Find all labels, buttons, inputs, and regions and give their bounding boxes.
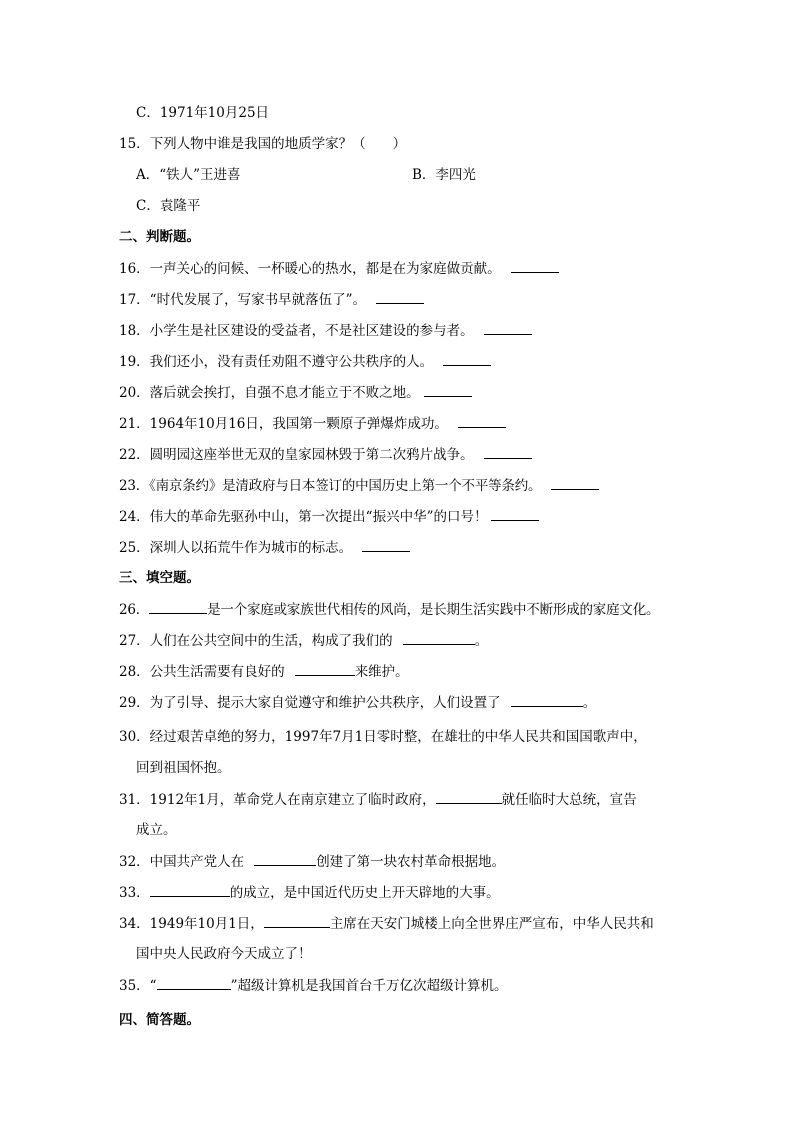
fill-question-27 <box>119 631 488 650</box>
fill-question-29-text: 29．为了引导、提示大家自觉遵守和维护公共秩序，人们设置了 <box>119 695 501 711</box>
answer-blank[interactable] <box>376 290 424 304</box>
question-14-option-c: C．1971年10月25日 <box>136 105 270 121</box>
judgement-question-24-text: 24．伟大的革命先驱孙中山，第一次提出“振兴中华”的口号！ <box>119 509 488 525</box>
judgement-question-21 <box>119 414 506 433</box>
fill-question-28-end: 来维护。 <box>354 664 409 680</box>
question-15-option-b: B．李四光 <box>412 167 476 183</box>
answer-blank[interactable] <box>149 600 207 614</box>
judgement-question-20 <box>119 383 472 402</box>
fill-question-30-line-1: 30．经过艰苦卓绝的努力，1997年7月1日零时整，在雄壮的中华人民共和国国歌声中， <box>119 729 647 745</box>
fill-question-33-text: 的成立，是中国近代历史上开天辟地的大事。 <box>229 885 500 901</box>
judgement-question-18-text: 18．小学生是社区建设的受益者，不是社区建设的参与者。 <box>119 323 474 339</box>
judgement-question-17 <box>119 290 424 309</box>
fill-question-31-text: 31．1912年1月，革命党人在南京建立了临时政府， <box>119 792 436 808</box>
question-15-option-c: C．袁隆平 <box>136 198 201 214</box>
fill-question-35-text: 35．“ <box>119 978 157 994</box>
fill-question-28 <box>119 662 409 681</box>
judgement-question-21-text: 21．1964年10月16日，我国第一颗原子弹爆炸成功。 <box>119 416 448 432</box>
fill-question-30-line-2: 回到祖国怀抱。 <box>136 760 231 776</box>
fill-question-31-text-after: 就任临时大总统，宣告 <box>501 792 637 808</box>
fill-question-31-line-1 <box>119 790 637 809</box>
answer-blank[interactable] <box>436 790 502 804</box>
fill-question-34-line-2: 国中央人民政府今天成立了！ <box>136 946 312 962</box>
section-3-title: 三、填空题。 <box>119 570 200 586</box>
judgement-question-16 <box>119 259 559 278</box>
fill-question-27-end: 。 <box>474 633 489 649</box>
fill-question-35-end: ”超级计算机是我国首台千万亿次超级计算机。 <box>230 978 508 994</box>
fill-question-29-end: 。 <box>582 695 597 711</box>
answer-blank[interactable] <box>458 414 506 428</box>
fill-question-31-line-2: 成立。 <box>136 822 177 838</box>
fill-question-35 <box>119 976 508 995</box>
fill-question-26-number: 26． <box>119 602 150 618</box>
answer-blank[interactable] <box>150 883 230 897</box>
answer-blank[interactable] <box>511 693 583 707</box>
answer-blank[interactable] <box>264 914 330 928</box>
answer-blank[interactable] <box>157 976 231 990</box>
fill-question-33 <box>119 883 500 902</box>
answer-blank[interactable] <box>403 631 475 645</box>
judgement-question-18 <box>119 321 532 340</box>
answer-blank[interactable] <box>551 476 599 490</box>
fill-question-34-text-after: 主席在天安门城楼上向全世界庄严宣布，中华人民共和 <box>329 916 654 932</box>
question-15-option-a: A．“铁人”王进喜 <box>136 167 241 183</box>
fill-question-34-text: 34．1949年10月1日， <box>119 916 264 932</box>
judgement-question-23-text: 23．《南京条约》是清政府与日本签订的中国历史上第一个不平等条约。 <box>119 478 542 494</box>
fill-question-32-end: 创建了第一块农村革命根据地。 <box>316 854 506 870</box>
fill-question-26-text: 是一个家庭或家族世代相传的风尚，是长期生活实践中不断形成的家庭文化。 <box>207 602 660 618</box>
answer-blank[interactable] <box>491 507 539 521</box>
fill-question-32-text: 32．中国共产党人在 <box>119 854 245 870</box>
judgement-question-16-text: 16．一声关心的问候、一杯暖心的热水，都是在为家庭做贡献。 <box>119 261 501 277</box>
answer-blank[interactable] <box>511 259 559 273</box>
fill-question-29 <box>119 693 596 712</box>
section-4-title: 四、简答题。 <box>119 1012 200 1028</box>
judgement-question-22 <box>119 445 532 464</box>
answer-blank[interactable] <box>424 383 472 397</box>
judgement-question-22-text: 22．圆明园这座举世无双的皇家园林毁于第二次鸦片战争。 <box>119 447 474 463</box>
answer-blank[interactable] <box>295 662 355 676</box>
answer-blank[interactable] <box>484 321 532 335</box>
answer-blank[interactable] <box>484 445 532 459</box>
judgement-question-19 <box>119 352 491 371</box>
fill-question-32 <box>119 852 505 871</box>
judgement-question-20-text: 20．落后就会挨打，自强不息才能立于不败之地。 <box>119 385 420 401</box>
fill-question-34-line-1 <box>119 914 654 933</box>
question-15-stem: 15．下列人物中谁是我国的地质学家？（ ） <box>119 136 407 152</box>
fill-question-28-text: 28．公共生活需要有良好的 <box>119 664 285 680</box>
answer-blank[interactable] <box>254 852 316 866</box>
judgement-question-24 <box>119 507 539 526</box>
judgement-question-17-text: 17．“时代发展了，写家书早就落伍了”。 <box>119 292 366 308</box>
judgement-question-19-text: 19．我们还小，没有责任劝阻不遵守公共秩序的人。 <box>119 354 434 370</box>
fill-question-27-text: 27．人们在公共空间中的生活，构成了我们的 <box>119 633 393 649</box>
fill-question-26 <box>119 600 659 619</box>
section-2-title: 二、判断题。 <box>119 229 200 245</box>
answer-blank[interactable] <box>362 538 410 552</box>
answer-blank[interactable] <box>443 352 491 366</box>
judgement-question-25-text: 25．深圳人以拓荒牛作为城市的标志。 <box>119 540 353 556</box>
judgement-question-25 <box>119 538 410 557</box>
fill-question-33-number: 33． <box>119 885 150 901</box>
judgement-question-23 <box>119 476 599 495</box>
